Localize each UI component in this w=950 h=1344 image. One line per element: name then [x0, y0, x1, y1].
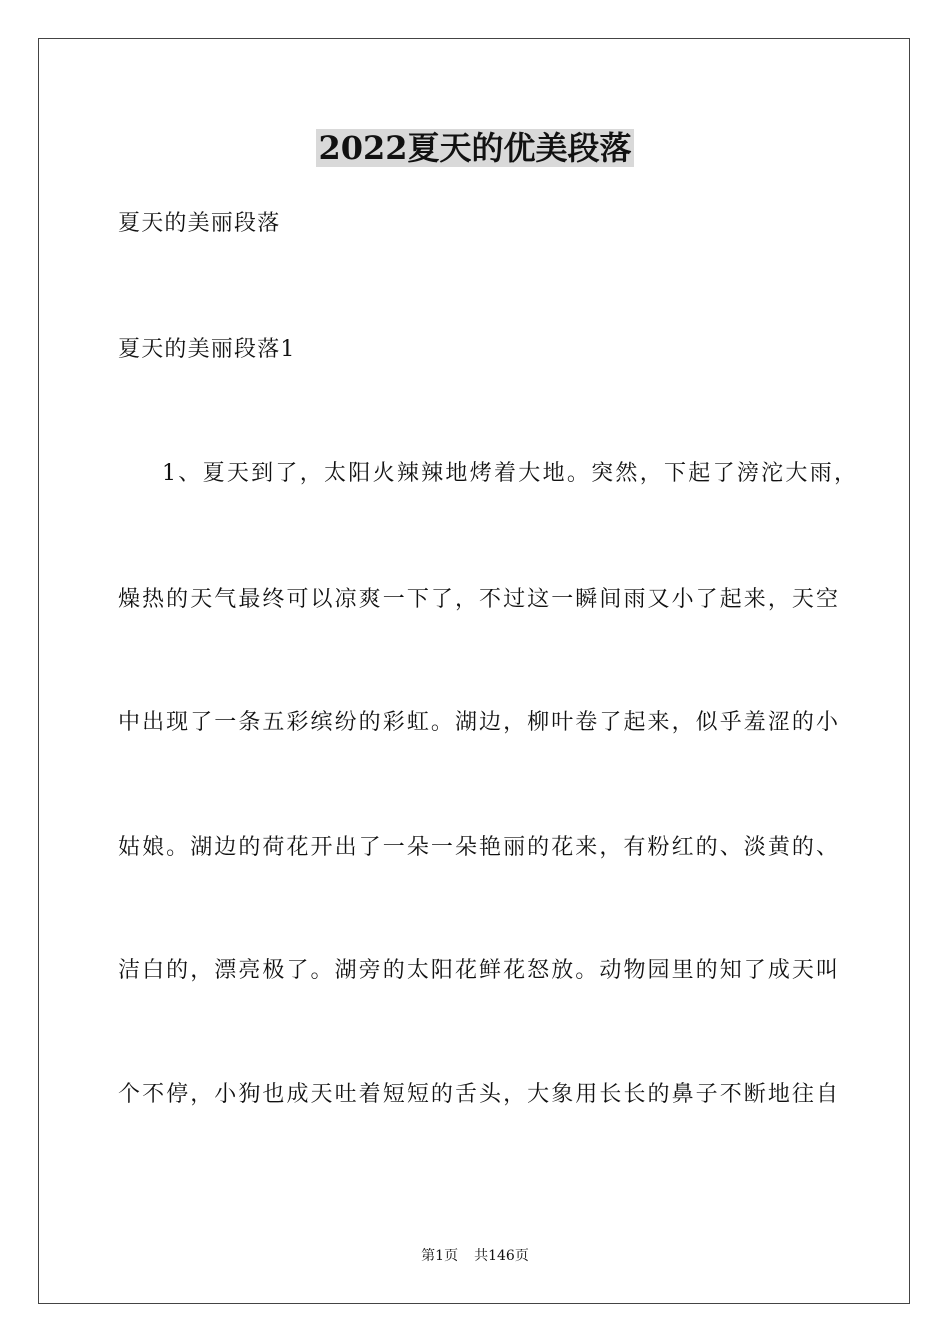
paragraph-line-1: 1、夏天到了，太阳火辣辣地烤着大地。突然，下起了滂沱大雨，	[162, 461, 856, 486]
page-total: 共146页	[474, 1248, 529, 1264]
section-heading: 夏天的美丽段落1	[118, 337, 296, 362]
paragraph-line-2: 燥热的天气最终可以凉爽一下了，不过这一瞬间雨又小了起来，天空	[118, 587, 838, 612]
page-number: 第1页	[421, 1248, 459, 1264]
paragraph-line-3: 中出现了一条五彩缤纷的彩虹。湖边，柳叶卷了起来，似乎羞涩的小	[118, 710, 838, 735]
document-title	[0, 124, 950, 172]
paragraph-line-4: 姑娘。湖边的荷花开出了一朵一朵艳丽的花来，有粉红的、淡黄的、	[118, 835, 838, 860]
document-subtitle: 夏天的美丽段落	[118, 211, 281, 236]
paragraph-line-5: 洁白的，漂亮极了。湖旁的太阳花鲜花怒放。动物园里的知了成天叫	[118, 958, 838, 983]
paragraph-line-6: 个不停，小狗也成天吐着短短的舌头，大象用长长的鼻子不断地往自	[118, 1082, 838, 1107]
document-title-text: 2022夏天的优美段落	[318, 129, 632, 167]
page-footer	[0, 1246, 950, 1266]
